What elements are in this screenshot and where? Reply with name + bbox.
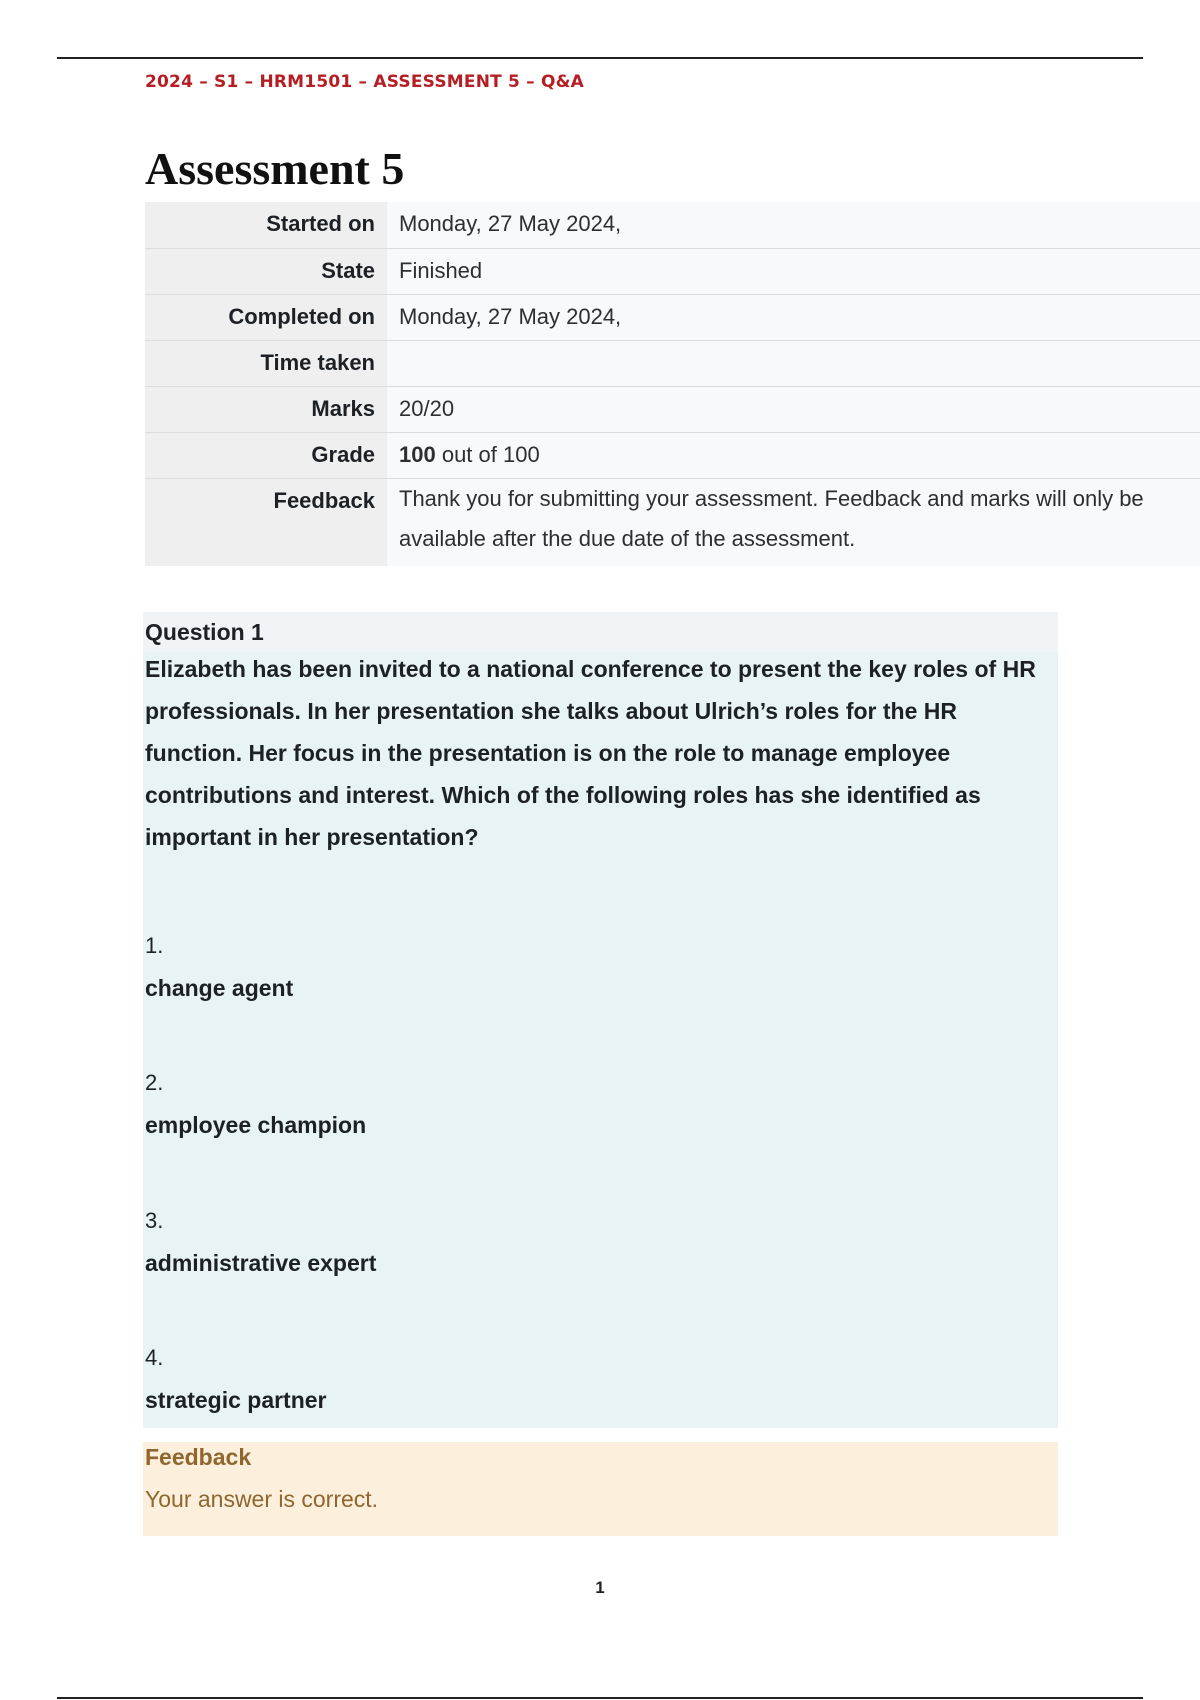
bottom-rule bbox=[57, 1697, 1143, 1699]
answer-option[interactable] bbox=[145, 1067, 745, 1141]
page-title: Assessment 5 bbox=[145, 143, 405, 194]
option-text: administrative expert bbox=[145, 1250, 377, 1276]
question-text: Elizabeth has been invited to a national conference to present the key roles of HR professionals. In her presentation she talks about Ulrich’s roles for the HR function. Her focus in the presentation is on the role to manage employee contributions and interest. Which of the following roles has she identified as important in her presentation? bbox=[145, 656, 1036, 850]
summary-value: Monday, 27 May 2024, bbox=[387, 202, 1200, 248]
summary-label: Completed on bbox=[145, 294, 387, 340]
summary-row-time-taken bbox=[145, 340, 1200, 386]
summary-row-state bbox=[145, 248, 1200, 294]
answer-option[interactable] bbox=[145, 1342, 745, 1416]
grade-score: 100 bbox=[399, 441, 436, 467]
feedback-text: Your answer is correct. bbox=[145, 1486, 379, 1512]
page-number: 1 bbox=[595, 1578, 605, 1597]
summary-value bbox=[387, 432, 1200, 478]
summary-value: Monday, 27 May 2024, bbox=[387, 294, 1200, 340]
summary-label: Grade bbox=[145, 432, 387, 478]
summary-row-feedback bbox=[145, 478, 1200, 566]
option-number: 3. bbox=[145, 1208, 164, 1233]
grade-total: out of 100 bbox=[435, 441, 540, 467]
attempt-summary-table bbox=[145, 202, 1200, 566]
summary-value: Finished bbox=[387, 248, 1200, 294]
summary-row-completed bbox=[145, 294, 1200, 340]
document-header: 2024 – S1 – HRM1501 – ASSESSMENT 5 – Q&A bbox=[145, 72, 585, 92]
summary-value: Thank you for submitting your assessment. Feedback and marks will only be available after the due date of the assessment. bbox=[387, 478, 1200, 566]
top-rule bbox=[57, 57, 1143, 59]
option-text: employee champion bbox=[145, 1112, 367, 1138]
summary-label: State bbox=[145, 248, 387, 294]
answer-option[interactable] bbox=[145, 930, 745, 1004]
summary-row-started bbox=[145, 202, 1200, 248]
summary-value: 20/20 bbox=[387, 386, 1200, 432]
summary-row-grade bbox=[145, 432, 1200, 478]
summary-label: Marks bbox=[145, 386, 387, 432]
option-text: change agent bbox=[145, 975, 294, 1001]
option-text: strategic partner bbox=[145, 1387, 327, 1413]
answer-option[interactable] bbox=[145, 1205, 745, 1279]
option-number: 4. bbox=[145, 1345, 164, 1370]
question-number: Question 1 bbox=[145, 619, 264, 645]
option-number: 1. bbox=[145, 933, 164, 958]
summary-label: Feedback bbox=[145, 478, 387, 566]
feedback-title: Feedback bbox=[145, 1444, 252, 1470]
question-header bbox=[143, 612, 1058, 652]
summary-value bbox=[387, 340, 1200, 386]
option-number: 2. bbox=[145, 1070, 164, 1095]
summary-label: Started on bbox=[145, 202, 387, 248]
summary-row-marks bbox=[145, 386, 1200, 432]
summary-label: Time taken bbox=[145, 340, 387, 386]
